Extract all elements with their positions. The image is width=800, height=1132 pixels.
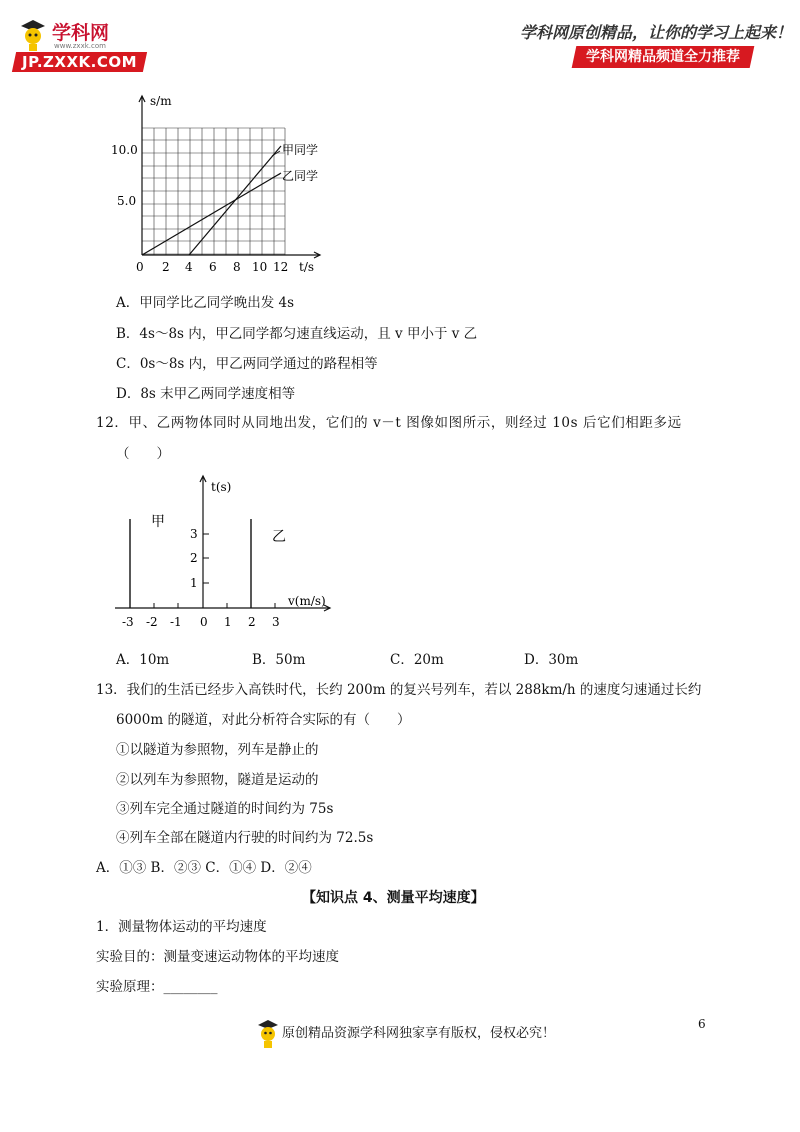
q13-statement-3: ③列车完全通过隧道的时间约为 75s [116, 801, 334, 817]
q11-option-a: A．甲同学比乙同学晚出发 4s [116, 295, 295, 311]
x-tick-8: 8 [233, 260, 241, 274]
q11-option-d: D．8s 末甲乙两同学速度相等 [116, 386, 296, 402]
x-tick-3: 3 [272, 615, 280, 629]
q12-option-b: B．50m [252, 652, 306, 668]
q13-options: A．①③ B．②③ C．①④ D．②④ [96, 860, 312, 876]
x-tick-4: 4 [185, 260, 193, 274]
q13-stem-line2: 6000m 的隧道，对此分析符合实际的有（ ） [116, 712, 411, 728]
x-axis-label: v(m/s) [288, 594, 326, 608]
footer-copyright: 原创精品资源学科网独家享有版权，侵权必究！ [282, 1026, 556, 1041]
q12-option-a: A．10m [116, 652, 170, 668]
label-jia: 甲 [151, 514, 165, 530]
q13-stem-line1: 13．我们的生活已经步入高铁时代，长约 200m 的复兴号列车，若以 288km/h 的速度匀速通过长约 [96, 682, 702, 698]
x-tick-2: 2 [248, 615, 256, 629]
mascot-icon [256, 1018, 280, 1050]
page-number: 6 [698, 1017, 706, 1031]
experiment-principle: 实验原理：________ [96, 979, 218, 995]
x-tick-m3: -3 [122, 615, 134, 629]
logo [14, 10, 164, 74]
x-tick-0: 0 [200, 615, 208, 629]
logo-subtext: www.zxxk.com [54, 42, 106, 50]
section-title: 【知识点 4、测量平均速度】 [302, 890, 485, 906]
x-tick-12: 12 [273, 260, 289, 274]
line-yi [142, 173, 281, 255]
channel-badge: 学科网精品频道全力推荐 [572, 46, 755, 68]
q12-answer-paren: （ ） [116, 446, 170, 462]
y-tick-5: 5.0 [117, 194, 137, 208]
y-tick-3: 3 [190, 527, 198, 541]
x-tick-0: 0 [136, 260, 144, 274]
q13-statement-2: ②以列车为参照物，隧道是运动的 [116, 772, 319, 788]
logo-url-bar: JP.ZXXK.COM [12, 52, 147, 72]
y-ticks [203, 534, 209, 583]
y-tick-2: 2 [190, 551, 198, 565]
q12-option-d: D．30m [524, 652, 579, 668]
label-leader-yi [272, 174, 280, 178]
mascot-icon [18, 18, 48, 52]
line-label-yi: 乙同学 [282, 169, 319, 183]
x-tick-2: 2 [162, 260, 170, 274]
line-label-jia: 甲同学 [282, 143, 319, 157]
q12-stem: 12．甲、乙两物体同时从同地出发，它们的 v－t 图像如图所示，则经过 10s 后它们相距多远 [96, 415, 682, 431]
s-t-graph [110, 90, 350, 280]
y-axis-label: t(s) [211, 480, 232, 494]
axes [115, 476, 330, 611]
header-slogan: 学科网原创精品，让你的学习上起来！ [520, 23, 793, 42]
q11-option-b: B．4s～8s 内，甲乙同学都匀速直线运动，且 v 甲小于 v 乙 [116, 326, 478, 342]
experiment-goal: 实验目的：测量变速运动物体的平均速度 [96, 949, 339, 965]
x-tick-m2: -2 [146, 615, 158, 629]
x-tick-10: 10 [252, 260, 268, 274]
v-t-graph [110, 472, 350, 632]
grid [142, 128, 285, 255]
y-tick-10: 10.0 [111, 143, 138, 157]
y-axis-label: s/m [150, 94, 172, 108]
x-tick-m1: -1 [170, 615, 182, 629]
y-tick-1: 1 [190, 576, 198, 590]
q13-statement-4: ④列车全部在隧道内行驶的时间约为 72.5s [116, 830, 374, 846]
section-item-1: 1．测量物体运动的平均速度 [96, 919, 267, 935]
x-tick-6: 6 [209, 260, 217, 274]
q12-option-c: C．20m [390, 652, 444, 668]
q11-option-c: C．0s～8s 内，甲乙两同学通过的路程相等 [116, 356, 378, 372]
q13-statement-1: ①以隧道为参照物，列车是静止的 [116, 742, 319, 758]
x-axis-label: t/s [299, 260, 315, 274]
x-tick-1: 1 [224, 615, 232, 629]
logo-text: 学科网 [52, 22, 110, 44]
label-yi: 乙 [272, 529, 286, 545]
